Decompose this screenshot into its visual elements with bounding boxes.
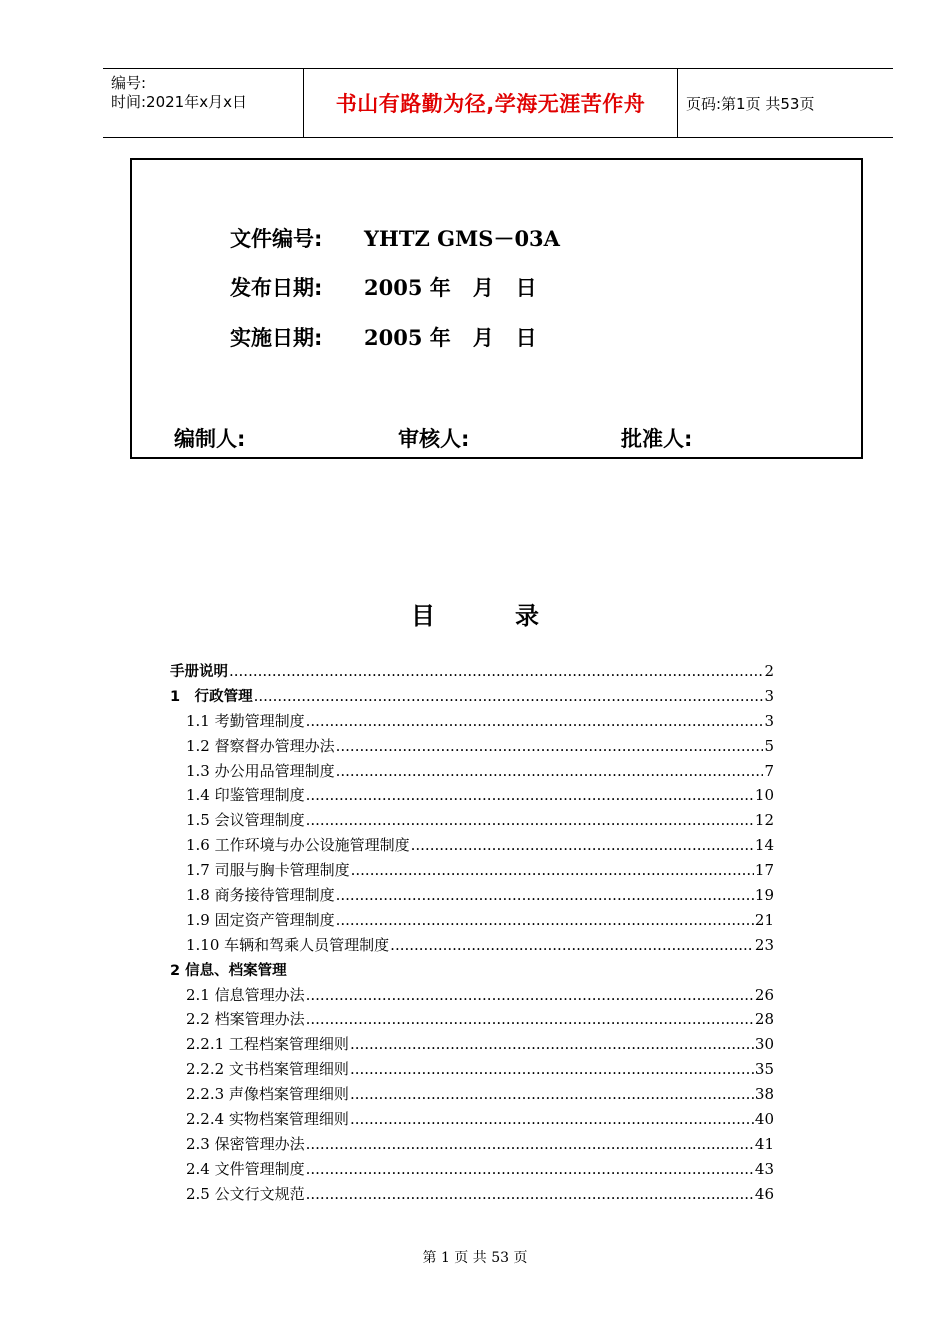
- toc-entry-page: 35: [754, 1060, 774, 1079]
- header-page-cell: [678, 69, 893, 137]
- toc-entry[interactable]: [170, 685, 774, 710]
- toc-entry[interactable]: [170, 909, 774, 934]
- publish-date-value: 2005 年 月 日: [364, 275, 537, 300]
- toc-entry-label: 2.4 文件管理制度: [186, 1159, 305, 1178]
- toc-leader-dots: [336, 762, 764, 780]
- toc-entry-label: 手册说明: [170, 664, 228, 680]
- toc-entry-page: 46: [754, 1184, 774, 1203]
- toc-leader-dots: [411, 836, 754, 854]
- toc-leader-dots: [306, 986, 754, 1004]
- toc-entry-label: 1.10 车辆和驾乘人员管理制度: [186, 935, 390, 954]
- toc-leader-dots: [336, 911, 754, 929]
- toc-entry-label: 1.8 商务接待管理制度: [186, 886, 335, 905]
- toc-leader-dots: [306, 786, 754, 804]
- toc-entry-label: 1.2 督察督办管理办法: [186, 736, 335, 755]
- toc-entry-label: 1.7 司服与胸卡管理制度: [186, 861, 350, 880]
- motto-text: 书山有路勤为径,学海无涯苦作舟: [335, 92, 646, 116]
- toc-leader-dots: [229, 662, 763, 680]
- toc-entry[interactable]: [170, 784, 774, 809]
- toc-entry-page: 30: [754, 1035, 774, 1054]
- toc-entry[interactable]: [170, 934, 774, 959]
- toc-entry-page: 5: [764, 736, 774, 755]
- toc-entry-label: 1.1 考勤管理制度: [186, 711, 305, 730]
- toc-entry[interactable]: [170, 1158, 774, 1183]
- toc-entry-page: 10: [754, 786, 774, 805]
- toc-entry-page: 14: [754, 836, 774, 855]
- publish-date-label: 发布日期:: [230, 276, 323, 300]
- toc-entry-label: 1.9 固定资产管理制度: [186, 910, 335, 929]
- time-label: 时间:2021年x月x日: [111, 93, 247, 111]
- toc-entry-page: 3: [764, 686, 774, 705]
- toc-entry[interactable]: [170, 660, 774, 685]
- toc-entry[interactable]: [170, 959, 774, 984]
- approver-label: 批准人:: [621, 427, 693, 451]
- toc-entry[interactable]: [170, 1033, 774, 1058]
- toc-entry-label: 2.2.1 工程档案管理细则: [186, 1035, 349, 1054]
- cover-box: [130, 158, 863, 459]
- toc-entry-page: 3: [764, 711, 774, 730]
- toc-entry[interactable]: [170, 1008, 774, 1033]
- table-of-contents: [170, 660, 774, 1208]
- toc-entry-label: 2.2 档案管理办法: [186, 1010, 305, 1029]
- toc-entry-label: 2.2.4 实物档案管理细则: [186, 1110, 349, 1129]
- toc-leader-dots: [336, 886, 754, 904]
- toc-entry-label: 1.4 印鉴管理制度: [186, 786, 305, 805]
- toc-entry[interactable]: [170, 710, 774, 735]
- toc-leader-dots: [306, 1185, 754, 1203]
- toc-entry-label: 2.5 公文行文规范: [186, 1184, 305, 1203]
- toc-leader-dots: [306, 811, 754, 829]
- toc-entry-label: 1.6 工作环境与办公设施管理制度: [186, 836, 410, 855]
- editor-label: 编制人:: [174, 427, 246, 451]
- document-header: [103, 68, 893, 138]
- toc-leader-dots: [351, 861, 754, 879]
- toc-entry[interactable]: [170, 859, 774, 884]
- toc-entry-page: 17: [754, 861, 774, 880]
- toc-entry[interactable]: [170, 760, 774, 785]
- toc-entry-label: 1.3 办公用品管理制度: [186, 761, 335, 780]
- toc-entry-page: 23: [754, 935, 774, 954]
- toc-entry[interactable]: [170, 1108, 774, 1133]
- toc-entry-label: 2.3 保密管理办法: [186, 1134, 305, 1153]
- reviewer-label: 审核人:: [398, 427, 470, 451]
- toc-entry[interactable]: [170, 834, 774, 859]
- toc-entry-page: 26: [754, 985, 774, 1004]
- toc-entry-label: 1.5 会议管理制度: [186, 811, 305, 830]
- toc-entry-label: 1 行政管理: [170, 688, 253, 705]
- toc-entry[interactable]: [170, 735, 774, 760]
- toc-entry-page: 21: [754, 910, 774, 929]
- toc-entry[interactable]: [170, 1183, 774, 1208]
- page-info: 页码:第1页 共53页: [686, 94, 815, 113]
- header-motto-cell: [304, 69, 678, 137]
- number-label: 编号:: [111, 74, 147, 92]
- toc-entry-label: 2.2.3 声像档案管理细则: [186, 1085, 349, 1104]
- toc-entry-label: 2 信息、档案管理: [170, 962, 287, 979]
- toc-entry-page: 40: [754, 1110, 774, 1129]
- toc-leader-dots: [306, 1135, 754, 1153]
- toc-entry-page: 43: [754, 1159, 774, 1178]
- toc-entry-page: 19: [754, 886, 774, 905]
- toc-leader-dots: [306, 1010, 754, 1028]
- file-number-label: 文件编号:: [230, 227, 323, 251]
- toc-title: [0, 596, 950, 631]
- page-footer: 第 1 页 共 53 页: [422, 1250, 528, 1266]
- toc-entry[interactable]: [170, 809, 774, 834]
- toc-title-left: 目: [411, 602, 435, 630]
- toc-entry[interactable]: [170, 1058, 774, 1083]
- toc-entry-page: 7: [764, 761, 774, 780]
- toc-entry[interactable]: [170, 1083, 774, 1108]
- toc-leader-dots: [254, 687, 764, 705]
- toc-entry-page: 2: [764, 662, 774, 680]
- toc-leader-dots: [350, 1085, 754, 1103]
- file-number-value: YHTZ GMS－03A: [364, 226, 560, 251]
- toc-leader-dots: [306, 1160, 754, 1178]
- implement-date-value: 2005 年 月 日: [364, 325, 537, 350]
- implement-date-label: 实施日期:: [230, 326, 323, 350]
- toc-leader-dots: [336, 737, 764, 755]
- toc-entry-label: 2.1 信息管理办法: [186, 985, 305, 1004]
- toc-entry[interactable]: [170, 984, 774, 1009]
- toc-entry-label: 2.2.2 文书档案管理细则: [186, 1060, 349, 1079]
- header-meta-cell: [103, 69, 304, 137]
- toc-title-right: 录: [515, 602, 539, 630]
- toc-entry[interactable]: [170, 1133, 774, 1158]
- toc-leader-dots: [390, 936, 754, 954]
- toc-leader-dots: [306, 712, 764, 730]
- toc-leader-dots: [350, 1060, 754, 1078]
- toc-leader-dots: [350, 1110, 754, 1128]
- toc-entry-page: 41: [754, 1134, 774, 1153]
- toc-entry-page: 12: [754, 811, 774, 830]
- toc-entry-page: 38: [754, 1085, 774, 1104]
- toc-entry[interactable]: [170, 884, 774, 909]
- toc-entry-page: 28: [754, 1010, 774, 1029]
- toc-leader-dots: [350, 1035, 754, 1053]
